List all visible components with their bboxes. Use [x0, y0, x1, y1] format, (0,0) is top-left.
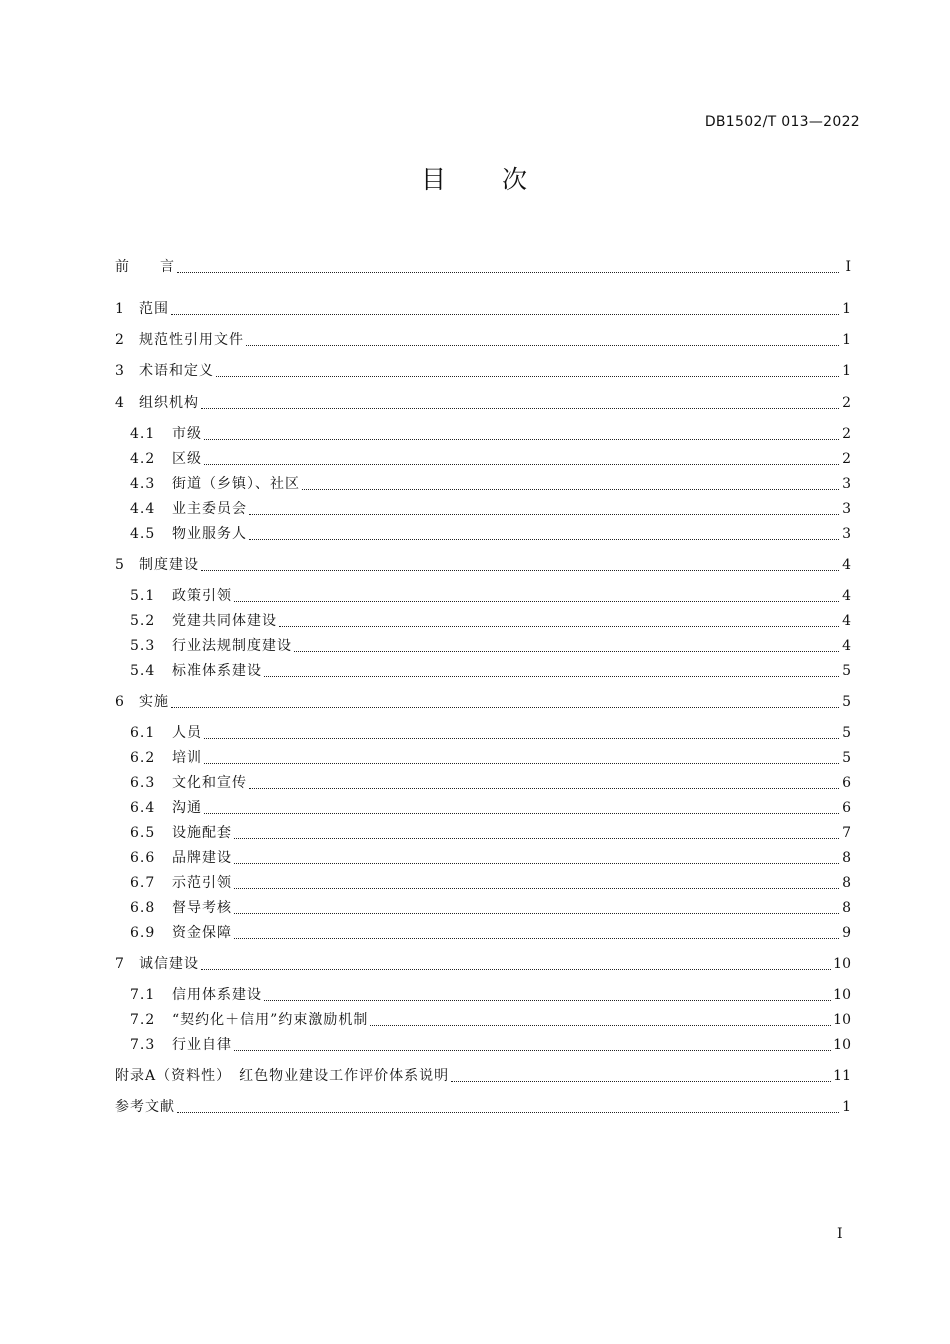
- dot-leader: [264, 999, 831, 1001]
- dot-leader: [204, 463, 839, 465]
- toc-entry[interactable]: [130, 1035, 851, 1055]
- toc-entry[interactable]: [130, 848, 851, 868]
- toc-entry-label: 设施配套: [172, 825, 232, 841]
- toc-entry-label: 术语和定义: [139, 363, 214, 379]
- toc-entry-page: 10: [833, 956, 851, 972]
- toc-entry-label: 组织机构: [139, 395, 199, 411]
- toc-entry-page: 9: [842, 925, 851, 941]
- toc-entry-label: 人员: [172, 725, 202, 741]
- toc-entry-number: 6.6: [130, 850, 156, 866]
- toc-entry[interactable]: [130, 611, 851, 631]
- toc-entry-label: 诚信建设: [139, 956, 199, 972]
- dot-leader: [171, 313, 839, 315]
- toc-entry[interactable]: [130, 748, 851, 768]
- toc-entry-number: 1: [115, 301, 125, 317]
- toc-entry-number: 6: [115, 694, 125, 710]
- title-char-2: 次: [502, 165, 530, 194]
- dot-leader: [177, 1111, 839, 1113]
- toc-entry-page: 10: [833, 1037, 851, 1053]
- toc-entry-label: 示范引领: [172, 875, 232, 891]
- toc-entry-page: 2: [842, 426, 851, 442]
- dot-leader: [234, 1049, 831, 1051]
- toc-entry[interactable]: [115, 954, 851, 974]
- toc-entry[interactable]: [130, 424, 851, 444]
- toc-entry-number: 4: [115, 395, 125, 411]
- toc-entry-number: 2: [115, 332, 125, 348]
- dot-leader: [279, 625, 839, 627]
- toc-entry-page: 4: [842, 557, 851, 573]
- dot-leader: [451, 1080, 831, 1082]
- toc-entry-page: 4: [842, 588, 851, 604]
- dot-leader: [216, 375, 839, 377]
- toc-entry-number: 4.2: [130, 451, 156, 467]
- toc-entry-page: 6: [842, 775, 851, 791]
- toc-entry-page: 5: [842, 694, 851, 710]
- toc-entry-page: 1: [842, 301, 851, 317]
- dot-leader: [249, 787, 839, 789]
- toc-entry[interactable]: [115, 299, 851, 319]
- toc-entry-number: 6.7: [130, 875, 156, 891]
- dot-leader: [294, 650, 839, 652]
- toc-entry[interactable]: [115, 1066, 851, 1086]
- toc-entry-label: 制度建设: [139, 557, 199, 573]
- toc-entry-number: 4.3: [130, 476, 156, 492]
- toc-entry-page: 4: [842, 613, 851, 629]
- dot-leader: [201, 569, 839, 571]
- toc-entry-number: 6.8: [130, 900, 156, 916]
- page-number: I: [837, 1226, 843, 1242]
- dot-leader: [249, 513, 839, 515]
- toc-entry-page: 3: [842, 476, 851, 492]
- toc-entry-number: 7: [115, 956, 125, 972]
- toc-entry-number: 4.1: [130, 426, 156, 442]
- title-char-1: 目: [420, 165, 448, 194]
- toc-entry-page: 11: [833, 1068, 851, 1084]
- toc-entry-number: 5.1: [130, 588, 156, 604]
- toc-entry-page: 8: [842, 900, 851, 916]
- toc-entry[interactable]: [130, 524, 851, 544]
- toc-entry-label: 附录A（资料性） 红色物业建设工作评价体系说明: [115, 1068, 450, 1084]
- toc-entry-page: 5: [842, 725, 851, 741]
- toc-entry-number: 5.4: [130, 663, 156, 679]
- toc-entry-number: 7.3: [130, 1037, 156, 1053]
- toc-entry-label: 沟通: [172, 800, 202, 816]
- toc-entry-page: 5: [842, 663, 851, 679]
- toc-entry-number: 4.4: [130, 501, 156, 517]
- toc-entry-page: 8: [842, 850, 851, 866]
- dot-leader: [234, 837, 839, 839]
- toc-entry-label: 物业服务人: [172, 526, 247, 542]
- toc-entry-number: 6.3: [130, 775, 156, 791]
- toc-entry-label: 实施: [139, 694, 169, 710]
- toc-entry-label: 培训: [172, 750, 202, 766]
- toc-entry[interactable]: [130, 985, 851, 1005]
- toc-entry-number: 5.2: [130, 613, 156, 629]
- toc-entry-label: 规范性引用文件: [139, 332, 244, 348]
- dot-leader: [201, 968, 831, 970]
- toc-entry[interactable]: [130, 474, 851, 494]
- toc-entry-number: 6.1: [130, 725, 156, 741]
- toc-entry[interactable]: [130, 723, 851, 743]
- toc-entry-number: 7.2: [130, 1012, 156, 1028]
- page-title: [0, 160, 950, 196]
- toc-entry-page: 1: [842, 332, 851, 348]
- toc-entry-page: 1: [842, 363, 851, 379]
- toc-entry-number: 5.3: [130, 638, 156, 654]
- toc-entry[interactable]: [115, 1097, 851, 1117]
- toc-entry-number: 4.5: [130, 526, 156, 542]
- toc-entry[interactable]: [130, 1010, 851, 1030]
- dot-leader: [204, 438, 839, 440]
- toc-entry-label: 资金保障: [172, 925, 232, 941]
- document-code: DB1502/T 013—2022: [704, 114, 860, 130]
- dot-leader: [234, 600, 839, 602]
- toc-entry-label: 信用体系建设: [172, 987, 262, 1003]
- toc-entry[interactable]: [115, 361, 851, 381]
- dot-leader: [234, 887, 839, 889]
- toc-entry[interactable]: [115, 330, 851, 350]
- toc-entry[interactable]: [130, 449, 851, 469]
- toc-entry-label: “契约化＋信用”约束激励机制: [172, 1012, 369, 1028]
- toc-entry[interactable]: [130, 636, 851, 656]
- toc-entry[interactable]: [115, 692, 851, 712]
- dot-leader: [370, 1024, 831, 1026]
- toc-entry-label: 行业法规制度建设: [172, 638, 292, 654]
- toc-entry-label: 业主委员会: [172, 501, 247, 517]
- dot-leader: [234, 937, 839, 939]
- toc-entry-label: 市级: [172, 426, 202, 442]
- toc-entry-page: 2: [842, 451, 851, 467]
- toc-entry[interactable]: [130, 798, 851, 818]
- toc-entry-page: 8: [842, 875, 851, 891]
- toc-entry-page: 10: [833, 987, 851, 1003]
- toc-entry[interactable]: [130, 823, 851, 843]
- toc-entry-number: 6.5: [130, 825, 156, 841]
- toc-entry[interactable]: [130, 923, 851, 943]
- dot-leader: [204, 737, 839, 739]
- toc-entry-label: 前 言: [115, 259, 175, 275]
- toc-entry-page: 10: [833, 1012, 851, 1028]
- toc-entry-label: 区级: [172, 451, 202, 467]
- toc-entry-label: 范围: [139, 301, 169, 317]
- toc-entry-label: 党建共同体建设: [172, 613, 277, 629]
- toc-entry-page: I: [845, 259, 851, 275]
- toc-entry-page: 7: [842, 825, 851, 841]
- toc-entry[interactable]: [130, 499, 851, 519]
- dot-leader: [302, 488, 839, 490]
- dot-leader: [177, 271, 839, 273]
- toc-entry-number: 6.2: [130, 750, 156, 766]
- toc-entry[interactable]: [130, 661, 851, 681]
- toc-entry-number: 7.1: [130, 987, 156, 1003]
- dot-leader: [201, 407, 839, 409]
- toc-entry[interactable]: [115, 393, 851, 413]
- toc-entry-page: 2: [842, 395, 851, 411]
- dot-leader: [264, 675, 839, 677]
- toc-entry-page: 3: [842, 501, 851, 517]
- toc-entry-number: 6.9: [130, 925, 156, 941]
- toc-entry-number: 3: [115, 363, 125, 379]
- toc-entry-number: 5: [115, 557, 125, 573]
- toc-entry-label: 品牌建设: [172, 850, 232, 866]
- dot-leader: [234, 862, 839, 864]
- toc-entry-page: 4: [842, 638, 851, 654]
- toc-entry[interactable]: [130, 873, 851, 893]
- toc-entry[interactable]: [130, 586, 851, 606]
- toc-entry[interactable]: [130, 773, 851, 793]
- toc-entry-label: 政策引领: [172, 588, 232, 604]
- toc-entry-page: 6: [842, 800, 851, 816]
- dot-leader: [171, 706, 839, 708]
- toc-entry-label: 标准体系建设: [172, 663, 262, 679]
- toc-entry-label: 督导考核: [172, 900, 232, 916]
- toc-entry-page: 5: [842, 750, 851, 766]
- dot-leader: [249, 538, 839, 540]
- dot-leader: [234, 912, 839, 914]
- toc-entry[interactable]: [115, 257, 851, 277]
- toc-entry[interactable]: [115, 555, 851, 575]
- dot-leader: [204, 762, 839, 764]
- toc-entry[interactable]: [130, 898, 851, 918]
- toc-entry-label: 文化和宣传: [172, 775, 247, 791]
- toc-entry-page: 1: [842, 1099, 851, 1115]
- dot-leader: [204, 812, 839, 814]
- dot-leader: [246, 344, 839, 346]
- toc-entry-number: 6.4: [130, 800, 156, 816]
- toc-entry-label: 街道（乡镇）、社区: [172, 476, 300, 492]
- toc-entry-label: 参考文献: [115, 1099, 175, 1115]
- toc-entry-page: 3: [842, 526, 851, 542]
- toc-entry-label: 行业自律: [172, 1037, 232, 1053]
